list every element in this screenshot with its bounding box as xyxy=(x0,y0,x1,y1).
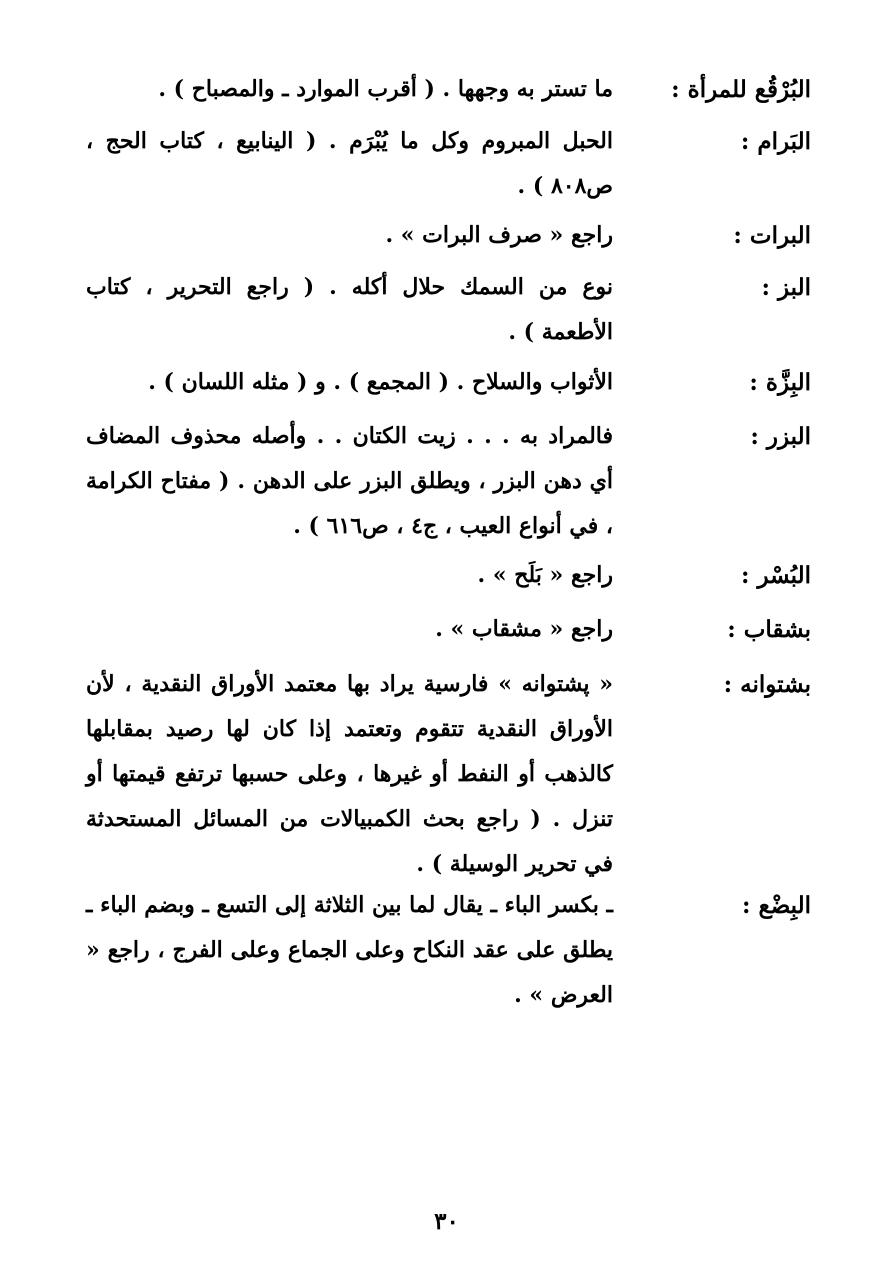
entry-term: البِزَّة : xyxy=(749,369,811,396)
entry-definition: فالمراد به . . . زيت الكتان . . وأصله محذوف المضاف أي دهن البزر ، ويطلق البزر على الدهن . ( مفتاح الكرامة ، في أنواع العيب ، ج٤ ، ص٦١٦ ) . xyxy=(86,423,613,539)
entry-definition: « پشتوانه » فارسية يراد بها معتمد الأوراق النقدية ، لأن الأوراق النقدية تتقوم وتعتمد إذا كان لها رصيد بمقابلها كالذهب أو النفط أو غيرها ، وعلى حسبها ترتفع قيمتها أو تنزل . ( راجع بحث الكمبيالات من المسائل المستحدثة في تحرير الوسيلة ) . xyxy=(86,671,613,877)
entry-term: البزر : xyxy=(750,423,811,450)
entry-term: بشقاب : xyxy=(727,616,811,643)
entry-term: البُرْقُع للمرأة : xyxy=(671,76,811,103)
entry-term: البرات : xyxy=(733,222,811,249)
entry-term: البِضْع : xyxy=(741,892,811,919)
entry-definition: نوع من السمك حلال أكله . ( راجع التحرير ، كتاب الأطعمة ) . xyxy=(86,274,613,345)
entry-definition: ـ بكسر الباء ـ يقال لما بين الثلاثة إلى التسع ـ وبضم الباء ـ يطلق على عقد النكاح وعلى الجماع وعلى الفرج ، راجع « العرض » . xyxy=(86,892,613,1008)
entry-definition: راجع « مشقاب » . xyxy=(435,616,613,642)
entry-definition: راجع « صرف البرات » . xyxy=(385,222,613,248)
entry-term: البز : xyxy=(761,274,811,301)
entry-term: البُسْر : xyxy=(740,562,811,589)
entry-term: البَرام : xyxy=(740,128,811,155)
entry-definition: الأثواب والسلاح . ( المجمع ) . و ( مثله اللسان ) . xyxy=(148,369,613,395)
page-number: ٣٠ xyxy=(434,1208,459,1235)
entry-definition: راجع « بَلَح » . xyxy=(477,562,613,588)
entry-definition: ما تستر به وجهها . ( أقرب الموارد ـ والمصباح ) . xyxy=(158,76,613,102)
entry-definition: الحبل المبروم وكل ما يُبْرَم . ( الينابيع ، كتاب الحج ، ص٨٠٨ ) . xyxy=(86,128,613,199)
entry-term: بشتوانه : xyxy=(723,671,811,698)
